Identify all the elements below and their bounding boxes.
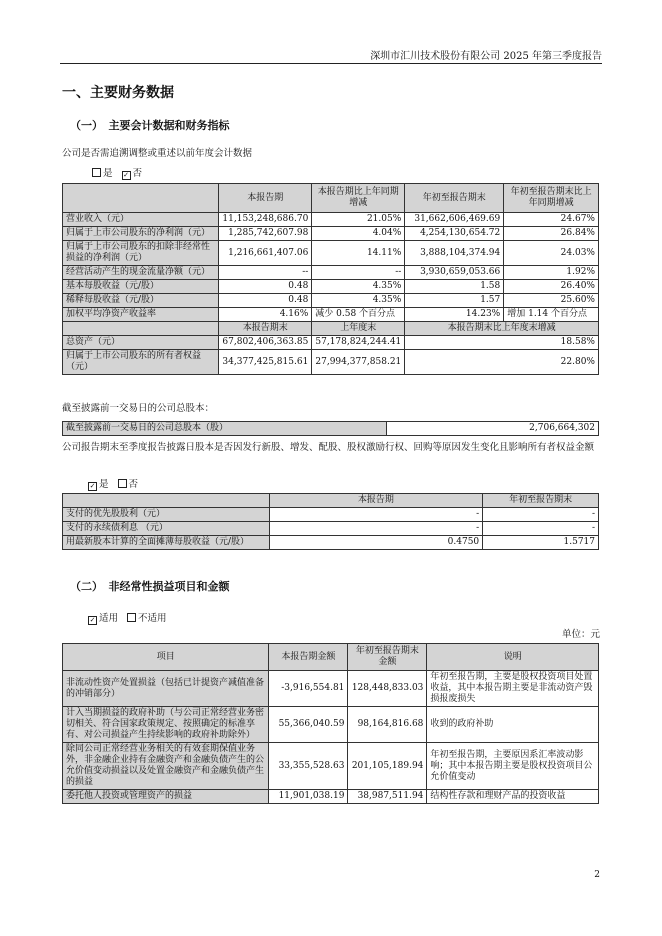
checkbox-unchecked-icon <box>127 613 136 622</box>
cell: 减少 0.58 个百分点 <box>312 308 405 322</box>
table-row <box>63 422 599 436</box>
cell: 增加 1.14 个百分点 <box>504 308 599 322</box>
row-label: 委托他人投资或管理资产的损益 <box>63 790 269 804</box>
header-cell: 说明 <box>427 644 599 671</box>
header-cell: 年初至报告期末比上年同期增减 <box>504 184 599 213</box>
cell: 2,706,664,302 <box>387 422 599 436</box>
row-label: 基本每股收益（元/股） <box>63 280 219 294</box>
table-header-row <box>63 644 599 671</box>
row-label: 截至披露前一交易日的公司总股本（股） <box>63 422 387 436</box>
cell: 21.05% <box>312 213 405 227</box>
cell: 67,802,406,363.85 <box>219 336 312 350</box>
row-label: 归属于上市公司股东的扣除非经常性损益的净利润（元） <box>63 241 219 266</box>
key-financial-table <box>62 183 599 375</box>
cell: 26.84% <box>504 227 599 241</box>
checkbox-checked-icon: ✓ <box>89 482 96 490</box>
restate-question: 公司是否需追溯调整或重述以前年度会计数据 <box>62 148 253 159</box>
table-row <box>63 707 599 743</box>
header-cell: 本报告期末 <box>219 322 312 336</box>
share-change-options <box>88 476 138 491</box>
row-label: 支付的永续债利息 （元） <box>63 522 270 536</box>
cell: 年初至报告期，主要是股权投资项目处置收益，其中本报告期主要是非流动资产毁损报废损失 <box>427 671 599 707</box>
cell: 11,901,038.19 <box>269 790 348 804</box>
row-label: 除同公司正常经营业务相关的有效套期保值业务外，非金融企业持有金融资产和金融负债产生的公允价值变动损益以及处置金融资产和金融负债产生的损益 <box>63 743 269 790</box>
subsection-title-1: （一） 主要会计数据和财务指标 <box>70 119 230 132</box>
cell: 128,448,833.03 <box>348 671 427 707</box>
subsection-title-2: （二） 非经常性损益项目和金额 <box>70 580 230 593</box>
row-label: 支付的优先股股利（元） <box>63 508 270 522</box>
header-divider <box>60 63 602 64</box>
table-header-row <box>63 184 599 213</box>
table-row <box>63 294 599 308</box>
cell: 0.48 <box>219 280 312 294</box>
cell: 14.23% <box>405 308 504 322</box>
cell: 27,994,377,858.21 <box>312 350 405 375</box>
table-row <box>63 743 599 790</box>
checkbox-checked-icon: ✓ <box>89 616 96 624</box>
header-cell <box>63 184 219 213</box>
cell: 4.16% <box>219 308 312 322</box>
cell: 3,930,659,053.66 <box>405 266 504 280</box>
cell: 18.58% <box>405 336 599 350</box>
checkbox-unchecked-icon <box>118 479 127 488</box>
diluted-eps-table <box>62 493 599 550</box>
cell: - <box>483 522 599 536</box>
header-cell: 本报告期 <box>219 184 312 213</box>
table-header-row <box>63 322 599 336</box>
option-not-apply-label: 不适用 <box>138 613 167 624</box>
cell: 57,178,824,244.41 <box>312 336 405 350</box>
header-cell: 本报告期金额 <box>269 644 348 671</box>
cell: 0.4750 <box>269 536 483 550</box>
cell: 3,888,104,374.94 <box>405 241 504 266</box>
header-cell: 本报告期末比上年度末增减 <box>405 322 599 336</box>
share-change-question: 公司报告期末至季度报告披露日股本是否因发行新股、增发、配股、股权激励行权、回购等原因发生变化且影响所有者权益金额 <box>62 442 595 453</box>
cell: 33,355,528.63 <box>269 743 348 790</box>
row-label: 用最新股本计算的全面摊薄每股收益（元/股） <box>63 536 270 550</box>
header-cell <box>63 322 219 336</box>
table-row <box>63 536 599 550</box>
table-row <box>63 522 599 536</box>
cell: 1.58 <box>405 280 504 294</box>
table-row <box>63 508 599 522</box>
cell: - <box>269 522 483 536</box>
table-row <box>63 266 599 280</box>
cell: 26.40% <box>504 280 599 294</box>
non-recurring-items-table <box>62 643 599 804</box>
cell: 11,153,248,686.70 <box>219 213 312 227</box>
applicability-options <box>88 610 167 625</box>
option-no-label: 否 <box>128 479 139 490</box>
cell: 24.03% <box>504 241 599 266</box>
option-yes-label: 是 <box>103 168 113 179</box>
cell: 1,216,661,407.06 <box>219 241 312 266</box>
row-label: 经营活动产生的现金流量净额（元） <box>63 266 219 280</box>
header-cell: 上年度末 <box>312 322 405 336</box>
cell: 1,285,742,607.98 <box>219 227 312 241</box>
share-capital-title: 截至披露前一交易日的公司总股本： <box>62 403 215 414</box>
header-cell: 本报告期 <box>269 494 483 508</box>
option-yes-label: 是 <box>99 479 109 490</box>
table-row <box>63 336 599 350</box>
cell: 34,377,425,815.61 <box>219 350 312 375</box>
cell: 24.67% <box>504 213 599 227</box>
row-label: 加权平均净资产收益率 <box>63 308 219 322</box>
row-label: 总资产（元） <box>63 336 219 350</box>
cell: 4.35% <box>312 294 405 308</box>
cell: 年初至报告期，主要原因系汇率波动影响；其中本报告期主要是股权投资项目公允价值变动 <box>427 743 599 790</box>
table-header-row <box>63 494 599 508</box>
header-cell: 本报告期比上年同期增减 <box>312 184 405 213</box>
section-title: 一、主要财务数据 <box>62 85 174 101</box>
header-cell: 年初至报告期末 <box>405 184 504 213</box>
table-row <box>63 213 599 227</box>
row-label: 归属于上市公司股东的净利润（元） <box>63 227 219 241</box>
cell: 4.04% <box>312 227 405 241</box>
share-capital-table <box>62 421 599 436</box>
cell: 0.48 <box>219 294 312 308</box>
restate-options <box>92 165 142 180</box>
cell: 25.60% <box>504 294 599 308</box>
header-cell <box>63 494 270 508</box>
cell: 4,254,130,654.72 <box>405 227 504 241</box>
cell: 98,164,816.68 <box>348 707 427 743</box>
unit-label: 单位：元 <box>561 629 600 640</box>
cell: 4.35% <box>312 280 405 294</box>
cell: 收到的政府补助 <box>427 707 599 743</box>
row-label: 营业收入（元） <box>63 213 219 227</box>
cell: 结构性存款和理财产品的投资收益 <box>427 790 599 804</box>
option-apply-label: 适用 <box>99 613 119 624</box>
row-label: 归属于上市公司股东的所有者权益（元） <box>63 350 219 375</box>
cell: - <box>269 508 483 522</box>
cell: 55,366,040.59 <box>269 707 348 743</box>
table-row <box>63 790 599 804</box>
cell: -- <box>312 266 405 280</box>
cell: -- <box>219 266 312 280</box>
cell: 1.5717 <box>483 536 599 550</box>
cell: 31,662,606,469.69 <box>405 213 504 227</box>
cell: 38,987,511.94 <box>348 790 427 804</box>
table-row <box>63 350 599 375</box>
cell: 201,105,189.94 <box>348 743 427 790</box>
table-row <box>63 280 599 294</box>
row-label: 稀释每股收益（元/股） <box>63 294 219 308</box>
cell: 14.11% <box>312 241 405 266</box>
option-no-label: 否 <box>132 168 143 179</box>
cell: 1.92% <box>504 266 599 280</box>
table-row <box>63 227 599 241</box>
row-label: 计入当期损益的政府补助（与公司正常经营业务密切相关、符合国家政策规定、按照确定的标准享有、对公司损益产生持续影响的政府补助除外） <box>63 707 269 743</box>
page-header: 深圳市汇川技术股份有限公司 2025 年第三季度报告 <box>370 51 602 62</box>
checkbox-checked-icon: ✓ <box>123 171 129 179</box>
cell: 1.57 <box>405 294 504 308</box>
header-cell: 年初至报告期末 <box>483 494 599 508</box>
table-row <box>63 308 599 322</box>
table-row <box>63 671 599 707</box>
cell: -3,916,554.81 <box>269 671 348 707</box>
row-label: 非流动性资产处置损益（包括已计提资产减值准备的冲销部分） <box>63 671 269 707</box>
table-row <box>63 241 599 266</box>
cell: 22.80% <box>405 350 599 375</box>
page-number: 2 <box>594 870 600 880</box>
cell: - <box>483 508 599 522</box>
header-cell: 年初至报告期末金额 <box>348 644 427 671</box>
checkbox-unchecked-icon <box>92 168 101 177</box>
header-cell: 项目 <box>63 644 269 671</box>
